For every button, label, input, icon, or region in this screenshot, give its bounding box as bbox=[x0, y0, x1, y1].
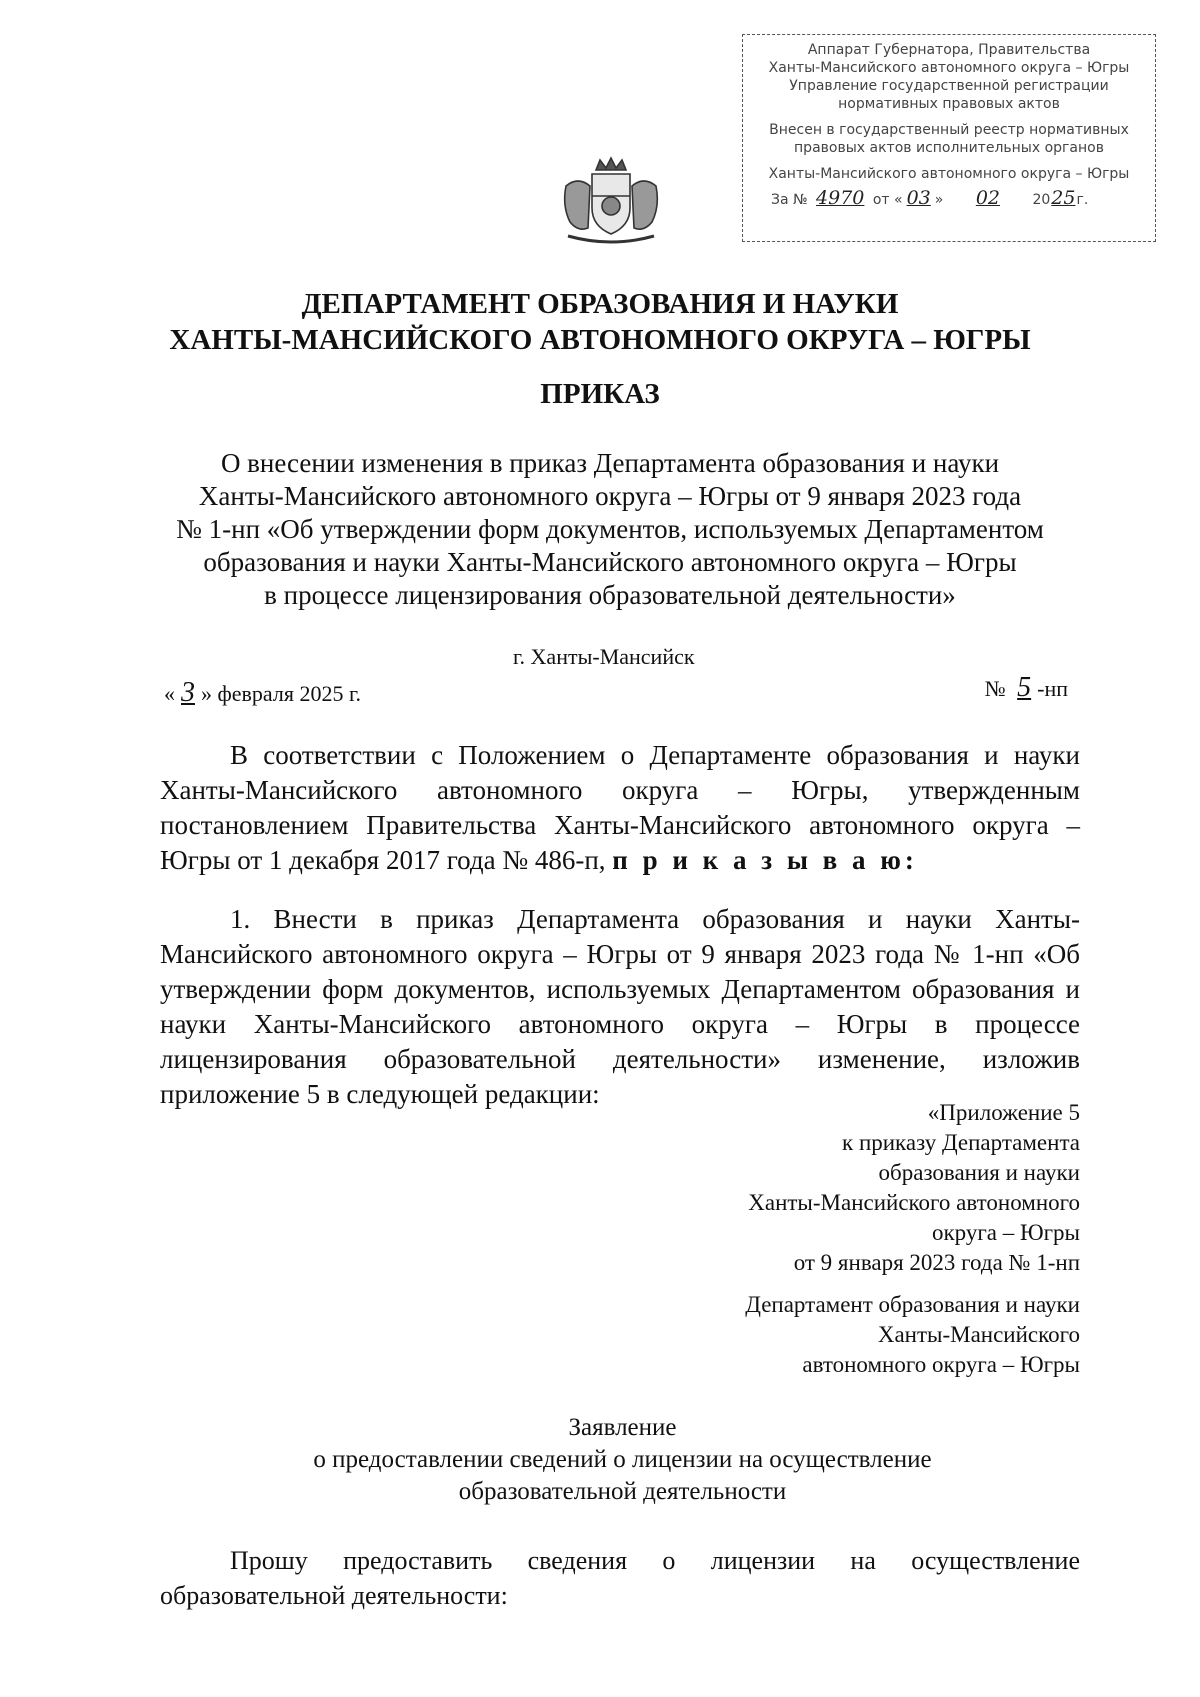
stamp-line: Управление государственной регистрации bbox=[789, 78, 1109, 94]
appendix-line: Ханты-Мансийского автономного bbox=[748, 1190, 1080, 1215]
stamp-reg-year-prefix: 20 bbox=[1032, 192, 1051, 208]
registration-stamp bbox=[742, 34, 1156, 242]
appendix-line: «Приложение 5 bbox=[927, 1100, 1080, 1125]
addressee-line: Ханты-Мансийского bbox=[877, 1322, 1080, 1347]
application-title bbox=[0, 1412, 1200, 1508]
place-of-issue: г. Ханты-Мансийск bbox=[513, 644, 695, 669]
document-type-title: ПРИКАЗ bbox=[540, 378, 660, 410]
appendix-line: округа – Югры bbox=[931, 1220, 1080, 1245]
item-1-text: 1. Внести в приказ Департамента образования и науки Ханты-Мансийского автономного округа – Югры от 9 января 2023 года № 1-нп «Об утверждении форм документов, используемых Департаментом образования и науки Ханты-Мансийского автономного округа – Югры в процессе лицензирования образовательной деятельности» изменение, изложив приложение 5 в следующей редакции: bbox=[160, 904, 1080, 1109]
preamble-order-word: п р и к а з ы в а ю: bbox=[612, 845, 918, 875]
number-value: 5 bbox=[1017, 672, 1032, 703]
date-open-quote: « bbox=[164, 681, 175, 706]
stamp-reg-prefix: За № bbox=[771, 192, 808, 208]
request-text: Прошу предоставить сведения о лицензии на осуществление образовательной деятельности: bbox=[160, 1546, 1080, 1610]
stamp-line: Ханты-Мансийского автономного округа – Югры bbox=[768, 60, 1130, 76]
date-rest: » февраля 2025 г. bbox=[201, 681, 362, 706]
stamp-reg-year-suffix: 25 bbox=[1051, 187, 1076, 209]
appendix-line: от 9 января 2023 года № 1-нп bbox=[793, 1250, 1080, 1275]
item-1-paragraph bbox=[160, 902, 1080, 1112]
application-title-line: о предоставлении сведений о лицензии на осуществление bbox=[313, 1446, 932, 1473]
application-title-line: образовательной деятельности bbox=[458, 1478, 787, 1505]
addressee-line: автономного округа – Югры bbox=[802, 1352, 1080, 1377]
coat-of-arms-emblem bbox=[556, 156, 666, 248]
stamp-reg-quote: » bbox=[934, 192, 944, 208]
number-prefix: № bbox=[984, 676, 1006, 701]
date-day: 3 bbox=[181, 677, 195, 708]
stamp-line: правовых актов исполнительных органов bbox=[794, 140, 1104, 156]
subject-line: № 1-нп «Об утверждении форм документов, используемых Департаментом bbox=[176, 514, 1044, 544]
order-number bbox=[985, 672, 1068, 704]
appendix-reference bbox=[748, 1098, 1080, 1278]
subject-line: в процессе лицензирования образовательной деятельности» bbox=[264, 580, 956, 610]
stamp-reg-number: 4970 bbox=[816, 187, 865, 209]
department-name-line2: ХАНТЫ-МАНСИЙСКОГО АВТОНОМНОГО ОКРУГА – ЮГРЫ bbox=[169, 324, 1031, 356]
addressee-block bbox=[745, 1290, 1080, 1380]
stamp-line: нормативных правовых актов bbox=[838, 96, 1060, 112]
stamp-registration-line bbox=[743, 189, 1155, 209]
stamp-line: Аппарат Губернатора, Правительства bbox=[807, 42, 1091, 58]
request-paragraph bbox=[160, 1543, 1080, 1613]
department-name-line1: ДЕПАРТАМЕНТ ОБРАЗОВАНИЯ И НАУКИ bbox=[301, 288, 899, 320]
appendix-line: к приказу Департамента bbox=[842, 1130, 1080, 1155]
application-title-line: Заявление bbox=[568, 1414, 677, 1441]
preamble-text: В соответствии с Положением о Департаменте образования и науки Ханты-Мансийского автономного округа – Югры, утвержденным постановлением Правительства Ханты-Мансийского автономного округа – Югры от 1 декабря 2017 года № 486-п, bbox=[160, 740, 1080, 875]
appendix-line: образования и науки bbox=[878, 1160, 1080, 1185]
stamp-reg-month: 02 bbox=[975, 187, 1000, 209]
preamble-paragraph bbox=[160, 738, 1080, 878]
stamp-line: Ханты-Мансийского автономного округа – Югры bbox=[768, 166, 1130, 182]
subject-line: образования и науки Ханты-Мансийского автономного округа – Югры bbox=[203, 547, 1017, 577]
addressee-line: Департамент образования и науки bbox=[745, 1292, 1080, 1317]
order-date bbox=[164, 677, 361, 709]
stamp-reg-year-end: г. bbox=[1076, 192, 1089, 208]
stamp-reg-day: 03 bbox=[906, 187, 931, 209]
subject-line: Ханты-Мансийского автономного округа – Югры от 9 января 2023 года bbox=[198, 481, 1022, 511]
stamp-reg-from: от « bbox=[872, 192, 903, 208]
number-suffix: -нп bbox=[1037, 676, 1068, 701]
stamp-line: Внесен в государственный реестр нормативных bbox=[769, 122, 1129, 138]
order-subject bbox=[150, 447, 1070, 612]
subject-line: О внесении изменения в приказ Департамента образования и науки bbox=[220, 448, 1000, 478]
